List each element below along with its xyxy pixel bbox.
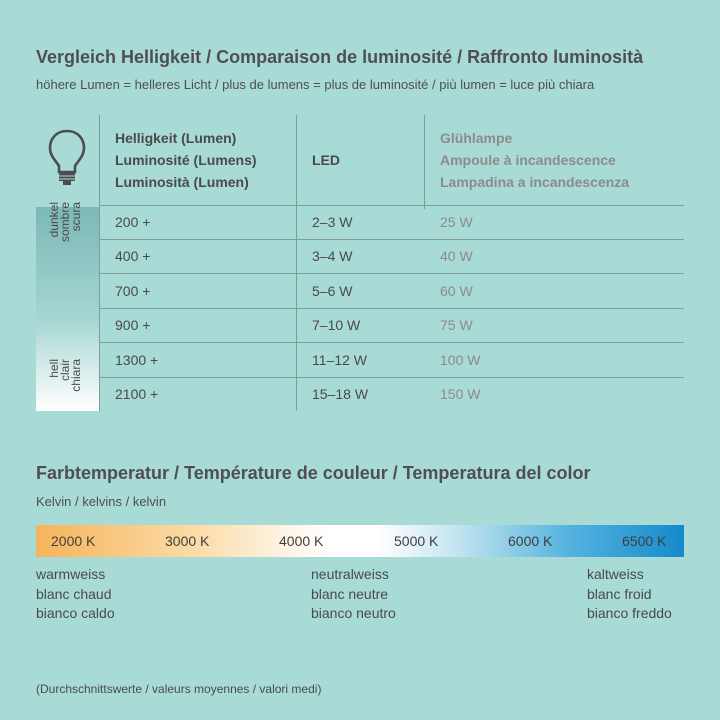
side-label-dark [49, 202, 85, 272]
header-led: LED [312, 152, 340, 168]
row-2-incandescent: 40 W [440, 248, 473, 264]
row-1-incandescent: 25 W [440, 214, 473, 230]
row-1-led: 2–3 W [312, 214, 353, 230]
row-3-incandescent: 60 W [440, 283, 473, 299]
header-lumen [115, 127, 257, 193]
temp-desc-warm-de: warmweiss [36, 566, 106, 582]
temp-tick-6000: 6000 K [508, 533, 553, 549]
footnote: (Durchschnittswerte / valeurs moyennes / valori medi) [36, 682, 322, 696]
row-4-lumen: 900 + [115, 317, 151, 333]
side-label-light [49, 359, 85, 413]
temp-tick-2000: 2000 K [51, 533, 96, 549]
table-divider-mid [296, 115, 297, 411]
color-temperature-bar [36, 525, 684, 557]
row-3-lumen: 700 + [115, 283, 151, 299]
temp-desc-cold-de: kaltweiss [587, 566, 644, 582]
temp-desc-cold-it: bianco freddo [587, 605, 672, 621]
temp-desc-warm-fr: blanc chaud [36, 585, 112, 602]
side-label-dark-fr: sombre [58, 202, 72, 243]
table-row-rule [100, 308, 684, 309]
header-incandescent [440, 127, 629, 193]
row-1-lumen: 200 + [115, 214, 151, 230]
brightness-subtitle: höhere Lumen = helleres Licht / plus de lumens = plus de luminosité / più lumen = luce più chiara [36, 77, 595, 92]
header-incandescent-fr: Ampoule à incandescence [440, 152, 616, 168]
temp-desc-neutral-de: neutralweiss [311, 566, 389, 582]
side-label-light-de: hell [47, 359, 61, 378]
table-row-rule [100, 239, 684, 240]
temp-desc-warm-it: bianco caldo [36, 605, 115, 621]
side-label-dark-de: dunkel [47, 202, 61, 238]
row-6-incandescent: 150 W [440, 386, 481, 402]
temp-desc-cold-fr: blanc froid [587, 585, 652, 602]
side-label-light-it: chiara [69, 359, 83, 392]
row-5-lumen: 1300 + [115, 352, 159, 368]
color-temperature-title: Farbtemperatur / Température de couleur / Temperatura del color [36, 463, 591, 483]
row-2-lumen: 400 + [115, 248, 151, 264]
row-3-led: 5–6 W [312, 283, 353, 299]
header-lumen-de: Helligkeit (Lumen) [115, 130, 237, 146]
row-5-led: 11–12 W [312, 352, 367, 368]
temp-tick-5000: 5000 K [394, 533, 439, 549]
brightness-title: Vergleich Helligkeit / Comparaison de luminosité / Raffronto luminosità [36, 47, 644, 67]
header-lumen-fr: Luminosité (Lumens) [115, 152, 257, 168]
row-4-incandescent: 75 W [440, 317, 473, 333]
temp-tick-4000: 4000 K [279, 533, 324, 549]
temp-desc-neutral-fr: blanc neutre [311, 585, 389, 602]
table-divider-left [99, 115, 100, 411]
temp-desc-neutral-it: bianco neutro [311, 605, 396, 621]
temp-tick-6500: 6500 K [622, 533, 667, 549]
header-incandescent-it: Lampadina a incandescenza [440, 174, 630, 190]
table-divider-right [424, 115, 425, 209]
temp-desc-neutral [311, 565, 396, 624]
color-temperature-subtitle: Kelvin / kelvins / kelvin [36, 494, 167, 509]
row-2-led: 3–4 W [312, 248, 353, 264]
side-label-dark-it: scura [69, 202, 83, 232]
temp-desc-warm [36, 565, 115, 624]
temp-desc-cold [587, 565, 672, 624]
row-6-lumen: 2100 + [115, 386, 159, 402]
row-4-led: 7–10 W [312, 317, 361, 333]
table-row-rule [100, 273, 684, 274]
table-row-rule [100, 377, 684, 378]
temp-tick-3000: 3000 K [165, 533, 210, 549]
header-incandescent-de: Glühlampe [440, 130, 513, 146]
header-lumen-it: Luminosità (Lumen) [115, 174, 249, 190]
light-bulb-icon [47, 128, 87, 188]
side-label-light-fr: clair [58, 359, 72, 382]
row-5-incandescent: 100 W [440, 352, 481, 368]
row-6-led: 15–18 W [312, 386, 369, 402]
table-row-rule [100, 342, 684, 343]
table-header-rule [100, 205, 684, 206]
